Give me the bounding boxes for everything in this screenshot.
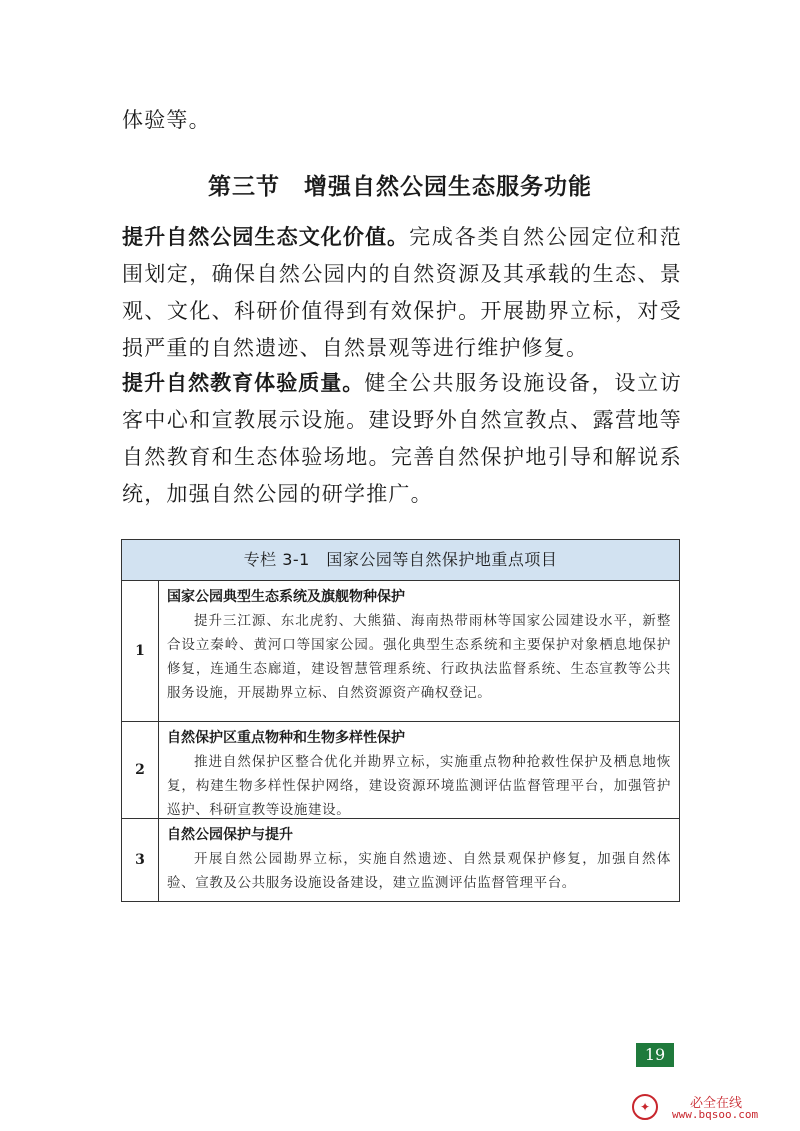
watermark-name: 必全在线 [690, 1096, 743, 1111]
item-title: 国家公园典型生态系统及旗舰物种保护 [167, 589, 405, 605]
row-content [159, 722, 679, 818]
table-row [122, 722, 679, 819]
row-content [159, 819, 679, 901]
watermark-url: www.bqsoo.com [672, 1108, 759, 1121]
paragraph-2-lead: 提升自然教育体验质量。 [122, 371, 365, 395]
item-body: 开展自然公园勘界立标，实施自然遗迹、自然景观保护修复，加强自然体验、宣教及公共服务设施设备建设，建立监测评估监督管理平台。 [167, 851, 671, 891]
lead-text: 体验等。 [122, 108, 211, 132]
item-body: 提升三江源、东北虎豹、大熊猫、海南热带雨林等国家公园建设水平，新整合设立秦岭、黄河口等国家公园。强化典型生态系统和主要保护对象栖息地保护修复，连通生态廊道，建设智慧管理系统、行政执法监督系统、生态宣教等公共服务设施，开展勘界立标、自然资源资产确权登记。 [167, 613, 671, 701]
paragraph-2-text: 健全公共服务设施设备，设立访客中心和宣教展示设施。建设野外自然宣教点、露营地等自然教育和生态体验场地。完善自然保护地引导和解说系统，加强自然公园的研学推广。 [122, 371, 682, 506]
project-box-title: 专栏 3-1 国家公园等自然保护地重点项目 [122, 540, 679, 581]
paragraph-2 [122, 365, 682, 513]
row-number: 1 [122, 581, 159, 721]
watermark [632, 1092, 792, 1126]
section-heading: 第三节 增强自然公园生态服务功能 [208, 174, 592, 200]
item-title: 自然保护区重点物种和生物多样性保护 [167, 730, 405, 746]
row-content [159, 581, 679, 721]
row-number: 2 [122, 722, 159, 818]
table-row [122, 819, 679, 901]
paragraph-1 [122, 219, 682, 367]
row-number: 3 [122, 819, 159, 901]
table-row [122, 581, 679, 722]
paragraph-1-text: 完成各类自然公园定位和范围划定，确保自然公园内的自然资源及其承载的生态、景观、文化、科研价值得到有效保护。开展勘界立标，对受损严重的自然遗迹、自然景观等进行维护修复。 [122, 225, 682, 360]
paragraph-1-lead: 提升自然公园生态文化价值。 [122, 225, 410, 249]
page-number: 19 [636, 1043, 674, 1067]
watermark-logo-icon: ✦ [632, 1094, 658, 1120]
project-box [121, 539, 680, 902]
item-title: 自然公园保护与提升 [167, 827, 293, 843]
item-body: 推进自然保护区整合优化并勘界立标，实施重点物种抢救性保护及栖息地恢复，构建生物多样性保护网络，建设资源环境监测评估监督管理平台，加强管护巡护、科研宣教等设施建设。 [167, 754, 671, 818]
